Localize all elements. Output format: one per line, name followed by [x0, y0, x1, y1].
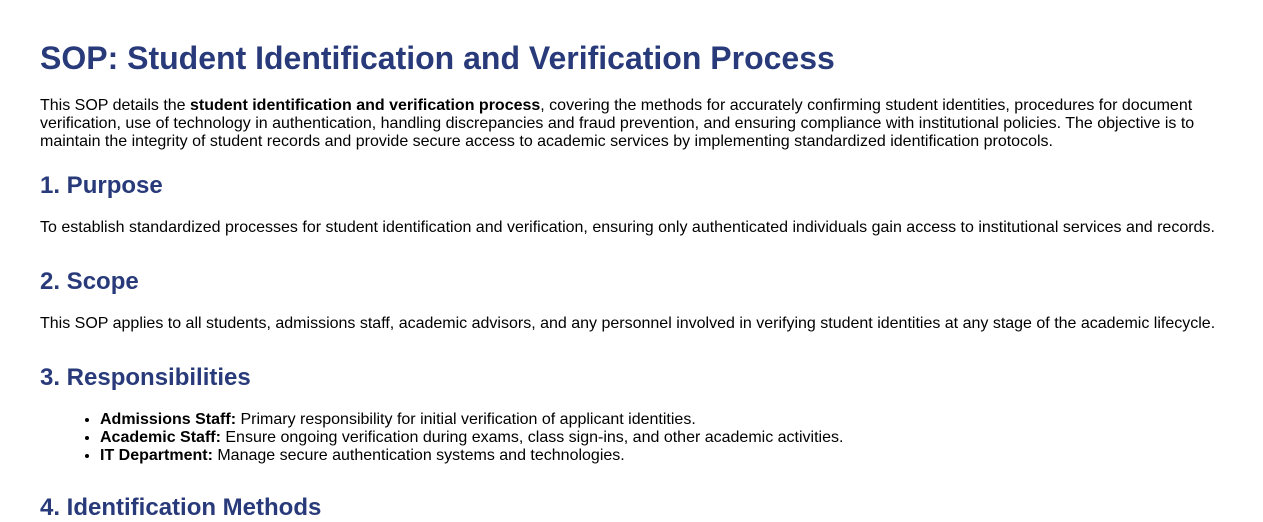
role-description: Ensure ongoing verification during exams, class sign-ins, and other academic activities. [220, 429, 844, 446]
list-item [100, 447, 843, 465]
intro-suffix: , covering the methods for accurately confirming student identities, procedures for document verification, use of technology in authentication, handling discrepancies and fraud prevention, and ensuring compliance with institutional policies. The objective is to maintain the integrity of student records and provide secure access to academic services by implementing standardized identification protocols. [40, 97, 1195, 150]
role-label: Admissions Staff: [100, 411, 237, 428]
scope-text: This SOP applies to all students, admissions staff, academic advisors, and any personnel involved in verifying student identities at any stage of the academic lifecycle. [40, 315, 1216, 332]
list-item [100, 411, 843, 429]
intro-prefix: This SOP details the [40, 97, 190, 114]
section-heading-identification-methods: 4. Identification Methods [40, 494, 322, 521]
list-item [100, 429, 843, 447]
role-label: IT Department: [100, 447, 213, 464]
intro-bold-phrase: student identification and verification process [190, 97, 541, 114]
section-heading-responsibilities: 3. Responsibilities [40, 364, 251, 391]
role-label: Academic Staff: [100, 429, 221, 446]
purpose-text: To establish standardized processes for student identification and verification, ensuring only authenticated individuals gain access to institutional services and records. [40, 219, 1215, 236]
role-description: Manage secure authentication systems and technologies. [212, 447, 625, 464]
section-heading-scope: 2. Scope [40, 268, 139, 295]
section-heading-purpose: 1. Purpose [40, 172, 163, 199]
intro-paragraph [40, 97, 1220, 151]
role-description: Primary responsibility for initial verification of applicant identities. [236, 411, 696, 428]
responsibilities-list [40, 411, 843, 465]
page-title: SOP: Student Identification and Verification Process [40, 40, 835, 76]
